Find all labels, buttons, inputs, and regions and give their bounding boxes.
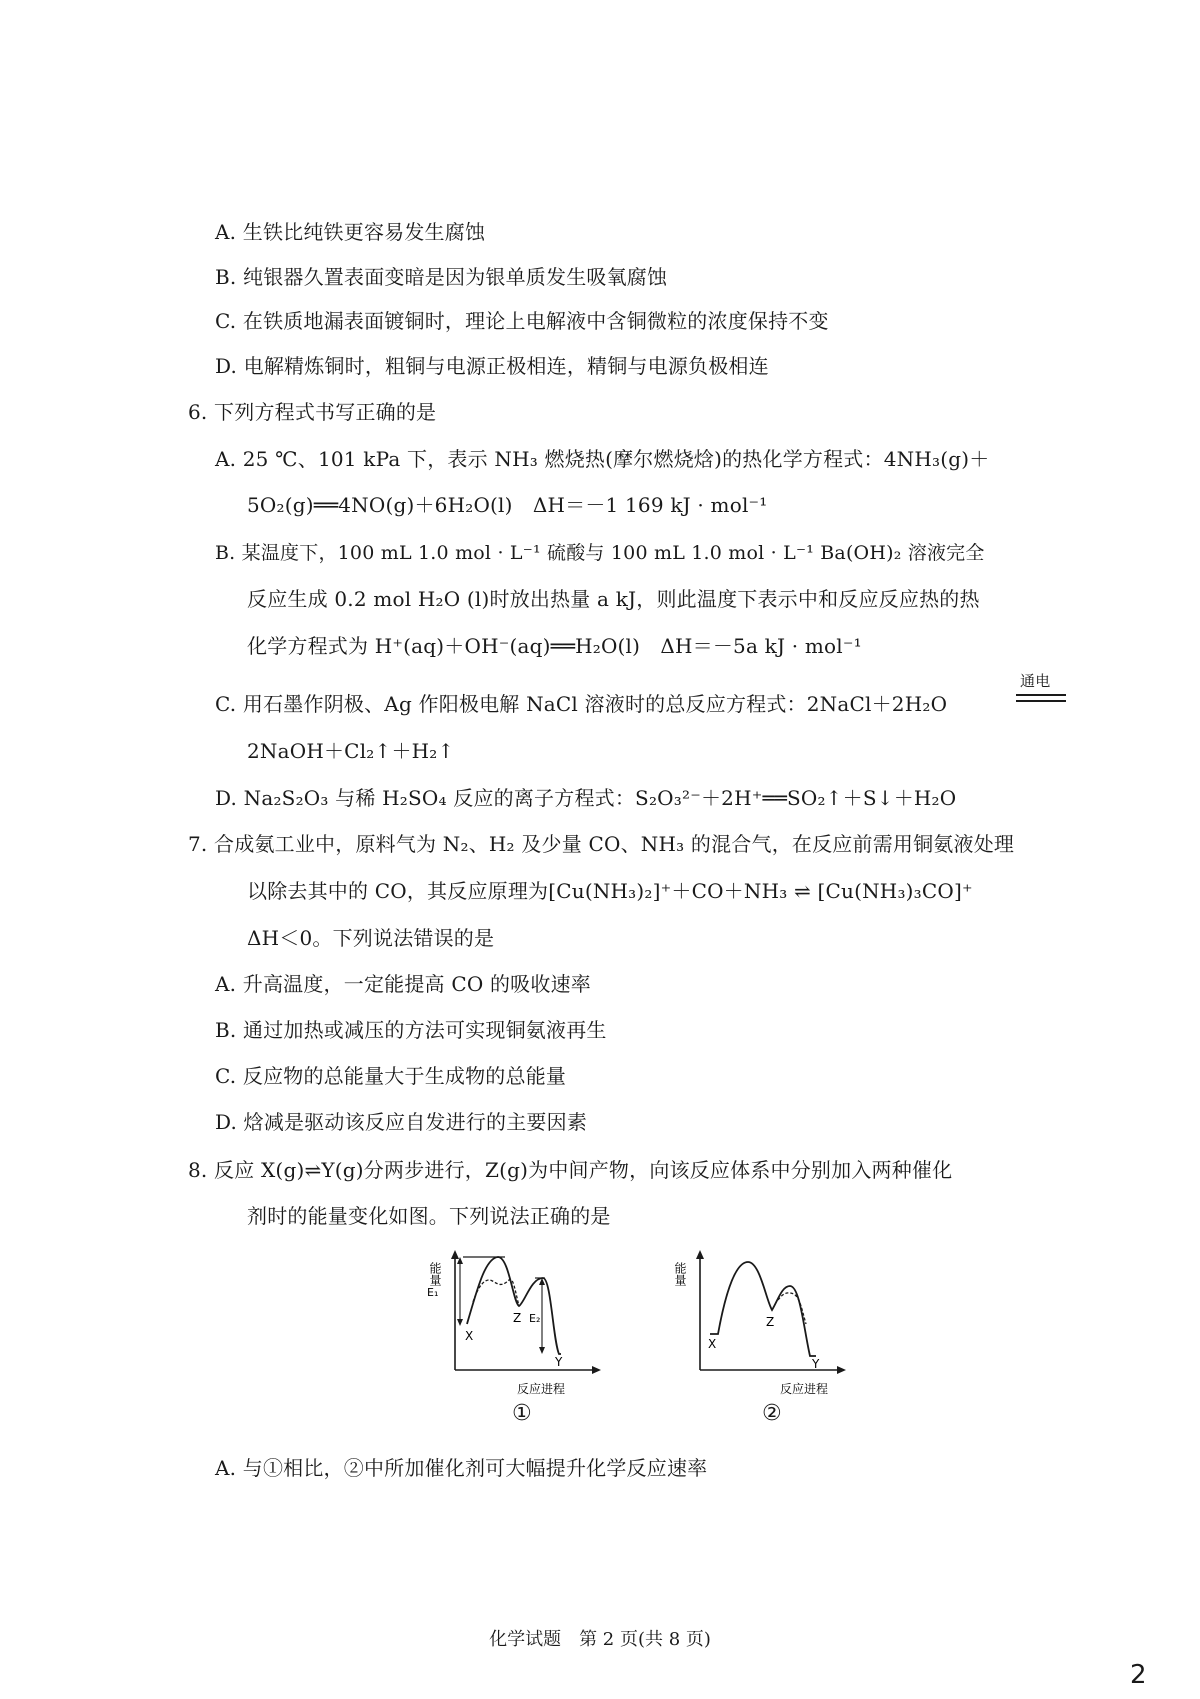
energy-diagram-2 <box>670 1250 870 1400</box>
fig1-x-axis-arrow <box>592 1366 601 1374</box>
fig2-x-axis-arrow <box>837 1366 846 1374</box>
q7-stem-line1: 7. 合成氨工业中，原料气为 N₂、H₂ 及少量 CO、NH₃ 的混合气，在反应前需用铜氨液处理 <box>188 832 1015 856</box>
energy-diagram-1 <box>425 1250 625 1400</box>
fig1-e1-arrow-head-down <box>457 1319 463 1326</box>
q6-option-c-line2: 2NaOH＋Cl₂↑＋H₂↑ <box>247 739 455 763</box>
page-footer: 化学试题 第 2 页(共 8 页) <box>489 1629 711 1650</box>
q6-stem: 6. 下列方程式书写正确的是 <box>188 400 437 424</box>
fig2-curve-solid <box>710 1262 816 1356</box>
fig2-y-label: 能量 <box>673 1262 687 1286</box>
q7-stem-line3: ΔH＜0。下列说法错误的是 <box>247 926 495 950</box>
page-number: 2 <box>1130 1660 1147 1690</box>
q8-stem-line2: 剂时的能量变化如图。下列说法正确的是 <box>247 1204 611 1228</box>
fig1-x-axis-label: 反应进程 <box>517 1382 566 1396</box>
fig1-y-product-label: Y <box>555 1355 563 1369</box>
fig1-y-axis-arrow <box>451 1250 459 1259</box>
q7-option-d: D. 焓减是驱动该反应自发进行的主要因素 <box>215 1110 588 1134</box>
fig1-e1-label: E₁ <box>427 1286 439 1299</box>
q6-option-c-line1: C. 用石墨作阴极、Ag 作阳极电解 NaCl 溶液时的总反应方程式：2NaCl＋2H₂O <box>215 692 948 716</box>
fig1-curve-solid <box>467 1257 561 1354</box>
fig2-number-label: ② <box>762 1401 782 1426</box>
q6-option-b-line3: 化学方程式为 H⁺(aq)＋OH⁻(aq)══H₂O(l) ΔH＝－5a kJ · mol⁻¹ <box>247 634 862 658</box>
fig1-z-label: Z <box>513 1311 522 1325</box>
q7-option-a: A. 升高温度，一定能提高 CO 的吸收速率 <box>215 972 591 996</box>
q7-stem-line2: 以除去其中的 CO，其反应原理为[Cu(NH₃)₂]⁺＋CO＋NH₃ ⇌ [Cu(NH₃)₃CO]⁺ <box>247 879 973 903</box>
q6-option-b-line1: B. 某温度下，100 mL 1.0 mol · L⁻¹ 硫酸与 100 mL 1.0 mol · L⁻¹ Ba(OH)₂ 溶液完全 <box>215 542 985 564</box>
q8-option-a: A. 与①相比，②中所加催化剂可大幅提升化学反应速率 <box>215 1456 708 1480</box>
q5-option-a: A. 生铁比纯铁更容易发生腐蚀 <box>215 220 486 244</box>
fig2-curve-dashed <box>778 1293 806 1324</box>
q7-option-c: C. 反应物的总能量大于生成物的总能量 <box>215 1064 567 1088</box>
fig1-e2-arrow-head-down <box>539 1347 545 1354</box>
q6-option-b-line2: 反应生成 0.2 mol H₂O (l)时放出热量 a kJ，则此温度下表示中和反应反应热的热 <box>247 587 980 611</box>
fig1-x-label: X <box>465 1329 474 1343</box>
fig2-y-product-label: Y <box>812 1357 820 1371</box>
q6-option-a-line1: A. 25 ℃、101 kPa 下，表示 NH₃ 燃烧热(摩尔燃烧焓)的热化学方程式：4NH₃(g)＋ <box>215 447 990 471</box>
q8-stem-line1: 8. 反应 X(g)⇌Y(g)分两步进行，Z(g)为中间产物，向该反应体系中分别加入两种催化 <box>188 1158 953 1182</box>
q7-option-b: B. 通过加热或减压的方法可实现铜氨液再生 <box>215 1018 607 1042</box>
fig2-y-axis-arrow <box>696 1250 704 1259</box>
fig2-x-label: X <box>708 1337 717 1351</box>
q6-option-c-equals-sign <box>1016 694 1066 702</box>
fig1-e2-label: E₂ <box>529 1312 541 1325</box>
q5-option-c: C. 在铁质地漏表面镀铜时，理论上电解液中含铜微粒的浓度保持不变 <box>215 309 829 333</box>
fig1-y-label: 能量 <box>428 1262 442 1286</box>
q5-option-b: B. 纯银器久置表面变暗是因为银单质发生吸氧腐蚀 <box>215 265 668 289</box>
q6-option-c-condition: 通电 <box>1020 672 1051 690</box>
q6-option-a-line2: 5O₂(g)══4NO(g)＋6H₂O(l) ΔH＝－1 169 kJ · mol⁻¹ <box>247 493 768 517</box>
fig2-z-label: Z <box>766 1315 775 1329</box>
fig2-x-axis-label: 反应进程 <box>780 1382 829 1396</box>
q6-option-d: D. Na₂S₂O₃ 与稀 H₂SO₄ 反应的离子方程式：S₂O₃²⁻＋2H⁺══SO₂↑＋S↓＋H₂O <box>215 786 957 810</box>
q5-option-d: D. 电解精炼铜时，粗铜与电源正极相连，精铜与电源负极相连 <box>215 354 769 378</box>
fig1-number-label: ① <box>512 1401 532 1426</box>
